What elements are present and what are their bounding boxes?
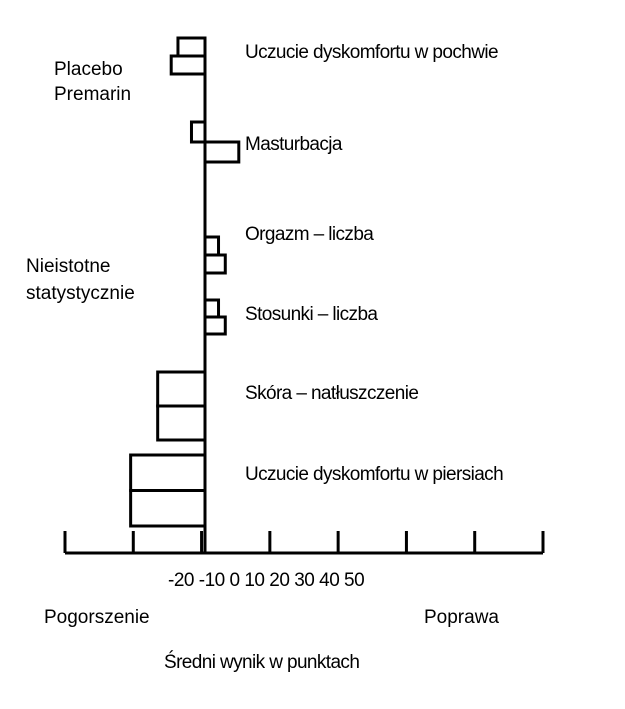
category-label: Masturbacja: [245, 134, 342, 155]
x-ticks: [65, 531, 543, 553]
legend-placebo: Placebo: [54, 59, 123, 80]
annotation: Nieistotne statystycznie: [26, 256, 135, 304]
x-tick-label: -20: [168, 570, 194, 591]
category-label: Uczucie dyskomfortu w piersiach: [245, 464, 504, 485]
bar-premarin: [205, 255, 225, 273]
bar-premarin: [131, 491, 205, 527]
x-tick-label: -10: [193, 570, 225, 591]
category-label: Skóra – natłuszczenie: [245, 383, 419, 404]
x-tick-label: 40: [314, 570, 340, 591]
bar-placebo: [191, 122, 205, 142]
x-tick-label: 50: [339, 570, 365, 591]
x-tick-label: 20: [264, 570, 290, 591]
bar-placebo: [205, 237, 219, 255]
x-tick-label: 30: [289, 570, 315, 591]
bar-placebo: [131, 455, 205, 491]
bar-placebo: [178, 38, 205, 56]
bar-placebo: [205, 300, 219, 317]
bar-premarin: [205, 317, 225, 334]
left-direction-label: Pogorszenie: [44, 607, 150, 628]
x-tick-label: 10: [239, 570, 265, 591]
category-label: Orgazm – liczba: [245, 224, 374, 245]
category-labels: [245, 42, 503, 485]
tick-labels-row: [168, 570, 364, 591]
bar-premarin: [205, 142, 239, 162]
right-direction-label: Poprawa: [424, 607, 499, 628]
bar-premarin: [158, 406, 205, 440]
x-tick-label: 0: [224, 570, 240, 591]
category-label: Uczucie dyskomfortu w pochwie: [245, 42, 498, 63]
category-label: Stosunki – liczba: [245, 304, 378, 325]
bar-placebo: [158, 372, 205, 406]
bar-premarin: [171, 56, 205, 74]
bars-layer: [131, 38, 239, 526]
x-axis-title: Średni wynik w punktach: [164, 652, 360, 673]
legend-premarin: Premarin: [54, 84, 132, 105]
